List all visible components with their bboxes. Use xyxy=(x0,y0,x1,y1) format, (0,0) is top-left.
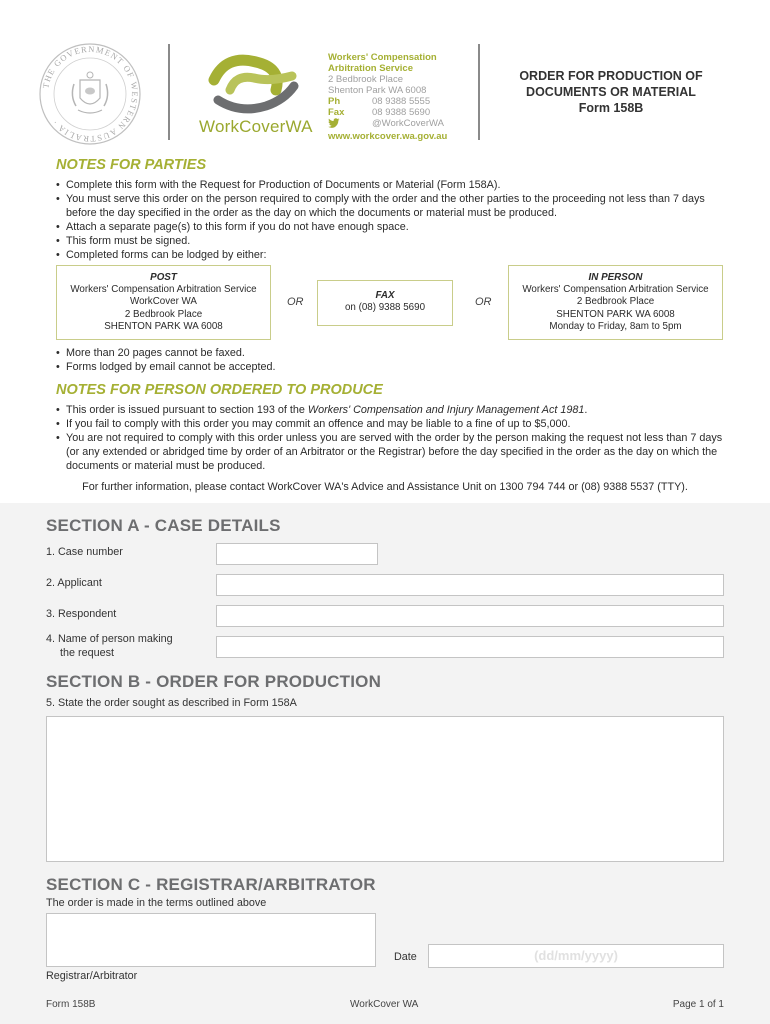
post-line: 2 Bedbrook Place xyxy=(124,308,203,320)
fax-label: Fax xyxy=(328,107,345,118)
or-label: OR xyxy=(475,296,492,308)
header-divider xyxy=(478,44,480,140)
list-item: • Completed forms can be lodged by either: xyxy=(56,248,726,262)
respondent-field[interactable] xyxy=(216,605,724,627)
brand-name: WorkCoverWA xyxy=(199,117,313,136)
lodge-in-person-box xyxy=(508,265,723,340)
footer-page-number: Page 1 of 1 xyxy=(672,999,724,1010)
in-person-title: IN PERSON xyxy=(588,272,643,283)
applicant-label: 2. Applicant xyxy=(46,577,102,589)
applicant-field[interactable] xyxy=(216,574,724,596)
twitter-handle: @WorkCoverWA xyxy=(372,118,444,129)
header xyxy=(0,0,770,150)
svg-text:THE GOVERNMENT OF WESTERN AUST: THE GOVERNMENT OF WESTERN AUSTRALIA · xyxy=(40,43,141,145)
date-label: Date xyxy=(394,951,417,963)
notes-parties-list-2 xyxy=(56,346,726,374)
lodge-post-box xyxy=(56,265,271,340)
post-line: WorkCover WA xyxy=(130,296,197,308)
phone-value: 08 9388 5555 xyxy=(372,96,431,107)
section-c-intro: The order is made in the terms outlined above xyxy=(46,897,267,909)
notes-person-list xyxy=(56,403,726,473)
fax-title: FAX xyxy=(375,290,395,301)
person-label-line: 4. Name of person making xyxy=(46,633,173,645)
lodge-fax-box xyxy=(317,280,453,326)
notes-parties-heading: NOTES FOR PARTIES xyxy=(56,157,207,173)
list-item: • If you fail to comply with this order you may commit an offence and may be liable to a fine of up to $5,000. xyxy=(56,417,726,431)
in-person-line: Workers' Compensation Arbitration Service xyxy=(522,284,709,296)
signature-field[interactable] xyxy=(46,913,376,967)
website-link[interactable]: www.workcover.wa.gov.au xyxy=(328,131,448,142)
list-item: • Attach a separate page(s) to this form if you do not have enough space. xyxy=(56,220,726,234)
date-field[interactable] xyxy=(428,944,724,968)
order-label: 5. State the order sought as described in Form 158A xyxy=(46,697,297,709)
section-c-heading: SECTION C - REGISTRAR/ARBITRATOR xyxy=(46,875,376,894)
fax-line: on (08) 9388 5690 xyxy=(344,302,426,314)
further-info: For further information, please contact WorkCover WA's Advice and Assistance Unit on 1300 794 744 or (08) 9388 5537 (TTY). xyxy=(82,481,688,493)
order-field[interactable] xyxy=(46,716,724,862)
case-number-field[interactable] xyxy=(216,543,378,565)
address-line: Shenton Park WA 6008 xyxy=(328,85,427,96)
in-person-line: SHENTON PARK WA 6008 xyxy=(556,308,675,320)
in-person-line: 2 Bedbrook Place xyxy=(576,296,655,308)
person-label-line: the request xyxy=(60,646,115,659)
post-line: Workers' Compensation Arbitration Service xyxy=(70,284,257,296)
post-title: POST xyxy=(150,272,177,283)
list-item: • You must serve this order on the person required to comply with the order and the other parties to the proceeding not less than 7 days before the day specified in the order as the day on which the documents or material must be produced. xyxy=(56,192,726,220)
date-placeholder: (dd/mm/yyyy) xyxy=(534,948,618,963)
form-number: Form 158B xyxy=(578,101,644,115)
notes-person-heading: NOTES FOR PERSON ORDERED TO PRODUCE xyxy=(56,382,383,398)
act-name: Workers' Compensation and Injury Management Act 1981 xyxy=(307,404,585,416)
list-item xyxy=(56,403,726,417)
government-seal-icon xyxy=(36,40,144,148)
person-label xyxy=(46,633,173,660)
phone-label: Ph xyxy=(328,96,341,107)
fax-value: 08 9388 5690 xyxy=(372,107,431,118)
contact-block xyxy=(328,52,447,142)
twitter-icon xyxy=(328,118,372,131)
list-item-text: . xyxy=(584,404,588,416)
notes-parties-list xyxy=(56,178,726,262)
list-item: • This form must be signed. xyxy=(56,234,726,248)
case-number-label: 1. Case number xyxy=(46,546,123,558)
section-b-heading: SECTION B - ORDER FOR PRODUCTION xyxy=(46,672,382,691)
respondent-label: 3. Respondent xyxy=(46,608,117,620)
list-item: • Forms lodged by email cannot be accepted. xyxy=(56,360,726,374)
in-person-line: Monday to Friday, 8am to 5pm xyxy=(549,320,682,332)
list-item: • You are not required to comply with this order unless you are served with the order by the person making the request not less than 7 days (or any extended or abridged time by order of an Arbitrator or the Registrar) before the day specified in the order as the day on which the documents or material must be produced. xyxy=(56,431,726,473)
signature-label: Registrar/Arbitrator xyxy=(46,970,138,982)
address-line: 2 Bedbrook Place xyxy=(328,74,403,85)
title-line: DOCUMENTS OR MATERIAL xyxy=(526,85,696,99)
or-label: OR xyxy=(287,296,304,308)
header-divider xyxy=(168,44,170,140)
list-item-text: This order is issued pursuant to section 193 of the xyxy=(66,404,308,416)
form-title xyxy=(496,68,726,116)
title-line: ORDER FOR PRODUCTION OF xyxy=(519,69,703,83)
org-line: Workers' Compensation xyxy=(328,52,437,63)
org-line: Arbitration Service xyxy=(328,63,413,74)
list-item: • More than 20 pages cannot be faxed. xyxy=(56,346,726,360)
person-field[interactable] xyxy=(216,636,724,658)
list-item: • Complete this form with the Request for Production of Documents or Material (Form 158A). xyxy=(56,178,726,192)
section-a-heading: SECTION A - CASE DETAILS xyxy=(46,516,281,535)
post-line: SHENTON PARK WA 6008 xyxy=(104,320,223,332)
footer-org: WorkCover WA xyxy=(350,999,419,1010)
footer-form-number: Form 158B xyxy=(46,999,96,1010)
